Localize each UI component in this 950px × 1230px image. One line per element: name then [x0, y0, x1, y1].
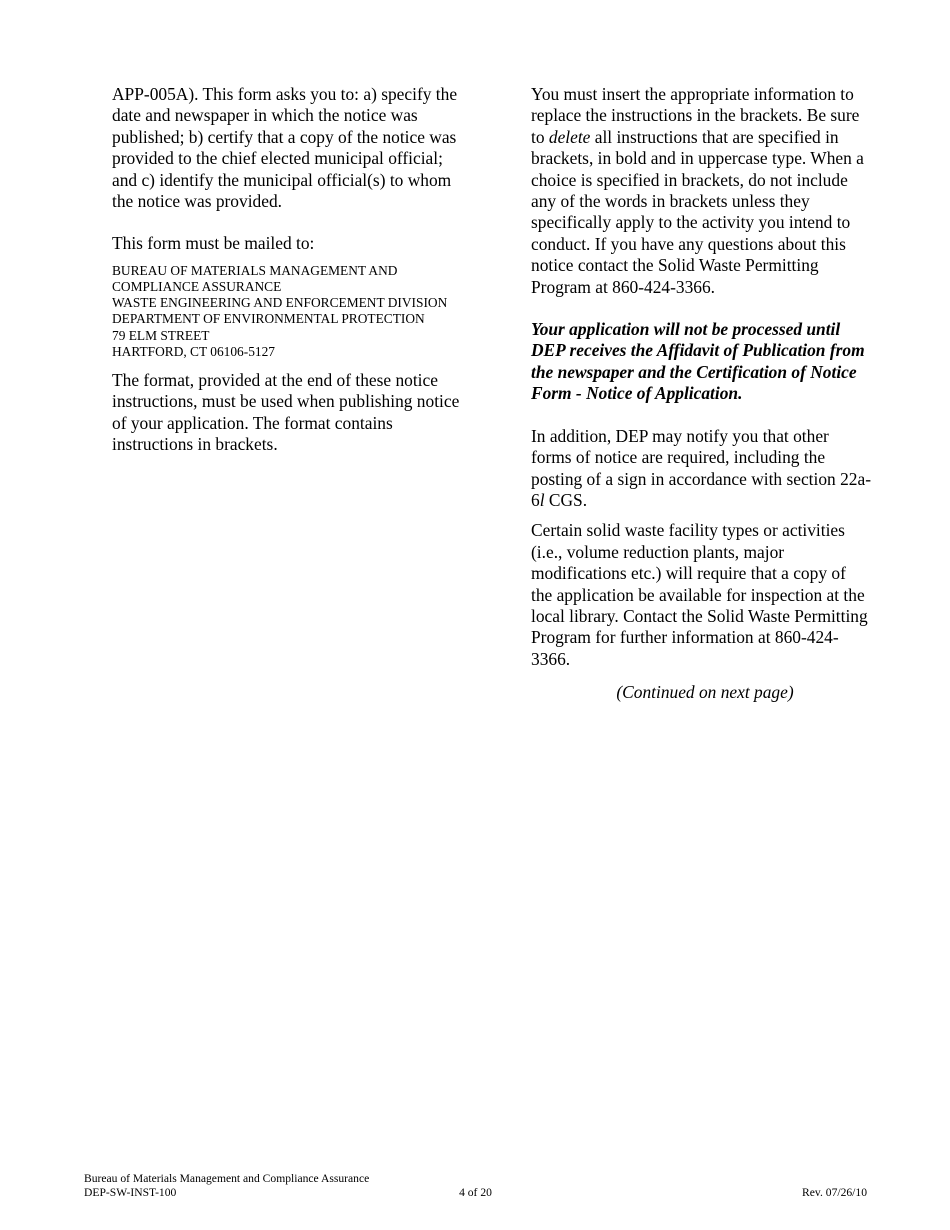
page-footer	[84, 1172, 867, 1200]
text-segment: all instructions that are specified in brackets, in bold and in uppercase type. When a choice is specified in brackets, do not include any of the words in brackets unless they specifically apply to the activity you intend to conduct. If you have any questions about this notice contact the Solid Waste Permitting Program at 860-424-3366.	[531, 126, 864, 297]
text-segment: CGS.	[544, 489, 588, 510]
footer-row-bureau	[84, 1172, 867, 1186]
address-line: HARTFORD, CT 06106-5127	[112, 343, 275, 359]
address-line: COMPLIANCE ASSURANCE	[112, 279, 282, 295]
address-line: BUREAU OF MATERIALS MANAGEMENT AND	[112, 262, 398, 278]
library-paragraph: Certain solid waste facility types or activities (i.e., volume reduction plants, major modifications etc.) will require that a copy of the application be available for inspection at the local library. Contact the Solid Waste Permitting Program for further information at 860-424-3366.	[531, 520, 868, 669]
emphasis-delete: delete	[548, 126, 591, 147]
footer-revision: Rev. 07/26/10	[802, 1186, 867, 1199]
address-line: 79 ELM STREET	[112, 327, 210, 343]
left-column	[112, 84, 468, 456]
continued-note: (Continued on next page)	[616, 682, 794, 703]
address-line: WASTE ENGINEERING AND ENFORCEMENT DIVISION	[112, 295, 448, 311]
right-column	[531, 84, 871, 704]
form-instructions-paragraph: APP-005A). This form asks you to: a) specify the date and newspaper in which the notice was published; b) certify that a copy of the notice was provided to the chief elected municipal official; and c) identify the municipal official(s) to whom the notice was provided.	[112, 84, 458, 212]
footer-doc-id: DEP-SW-INST-100	[84, 1186, 177, 1199]
insert-information-paragraph	[531, 84, 871, 298]
text-segment: You must insert the appropriate information to replace the instructions in the brackets. Be sure to	[531, 84, 860, 147]
footer-row-meta	[84, 1186, 867, 1200]
mailing-intro: This form must be mailed to:	[112, 233, 315, 254]
additional-notice-paragraph	[531, 426, 871, 512]
processing-warning: Your application will not be processed until DEP receives the Affidavit of Publication from the newspaper and the Certification of Notice Form - Notice of Application.	[531, 319, 865, 404]
mailing-address	[112, 263, 468, 360]
address-line: DEPARTMENT OF ENVIRONMENTAL PROTECTION	[112, 311, 425, 327]
emphasis-l: l	[539, 489, 545, 510]
footer-bureau: Bureau of Materials Management and Compliance Assurance	[84, 1172, 370, 1185]
footer-page-number: 4 of 20	[459, 1186, 492, 1199]
format-paragraph: The format, provided at the end of these notice instructions, must be used when publishing notice of your application. The format contains instructions in brackets.	[112, 370, 460, 455]
text-segment: In addition, DEP may notify you that other forms of notice are required, including the posting of a sign in accordance with section 22a-6	[531, 425, 871, 510]
